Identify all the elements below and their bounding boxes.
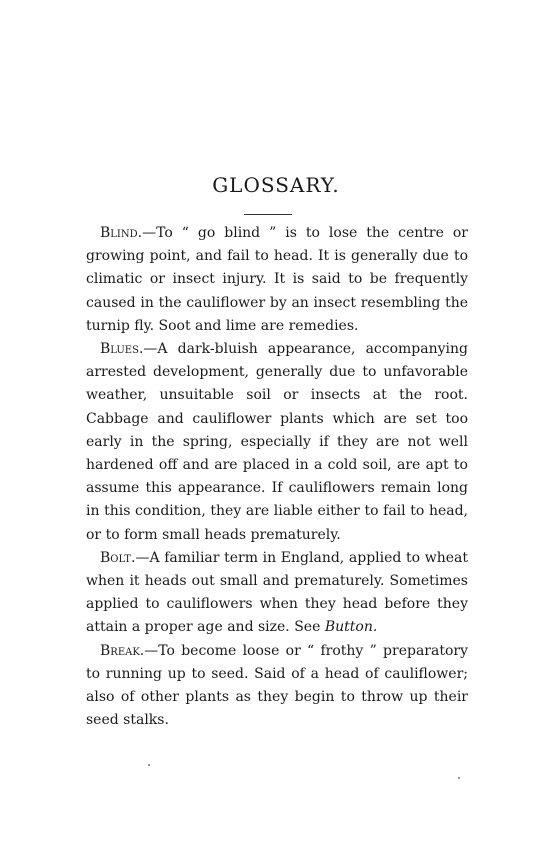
- glossary-term: Break.: [100, 642, 145, 659]
- glossary-entry-blind: [86, 222, 468, 338]
- scan-speck: [148, 764, 150, 766]
- glossary-entry-bolt: [86, 547, 468, 640]
- glossary-term: Bolt.: [100, 549, 136, 566]
- glossary-definition: —To become loose or “ frothy ” preparatory to running up to seed. Said of a head of cauliflower; also of other plants as they begin to throw up their seed stalks.: [86, 642, 468, 729]
- glossary-definition: —A familiar term in England, applied to wheat when it heads out small and prematurely. Sometimes applied to cauliflowers when they head before they attain a proper age and size. See: [86, 549, 468, 636]
- glossary-term: Blind.: [100, 225, 143, 241]
- glossary-entry-break: [86, 640, 468, 733]
- page-title: GLOSSARY.: [212, 173, 340, 197]
- cross-reference: Button.: [324, 619, 378, 636]
- glossary-term: Blues.: [100, 341, 144, 358]
- glossary-definition: —A dark-bluish appearance, accompanying arrested development, generally due to unfavorable weather, unsuitable soil or insects at the root. Cabbage and cauliflower plants which are set too early in the spring, especially if they are not well hardened off and are placed in a cold soil, are apt to assume this appearance. If cauliflowers remain long in this condition, they are liable either to fail to head, or to form small heads prematurely.: [86, 341, 468, 543]
- glossary-entry-blues: [86, 338, 468, 547]
- scan-speck: [458, 777, 460, 779]
- glossary-body: [86, 222, 468, 732]
- glossary-definition: —To “ go blind ” is to lose the centre or growing point, and fail to head. It is generally due to climatic or insect injury. It is said to be frequently caused in the cauliflower by an insect resembling the turnip fly. Soot and lime are remedies.: [86, 225, 468, 334]
- title-rule: [244, 214, 292, 215]
